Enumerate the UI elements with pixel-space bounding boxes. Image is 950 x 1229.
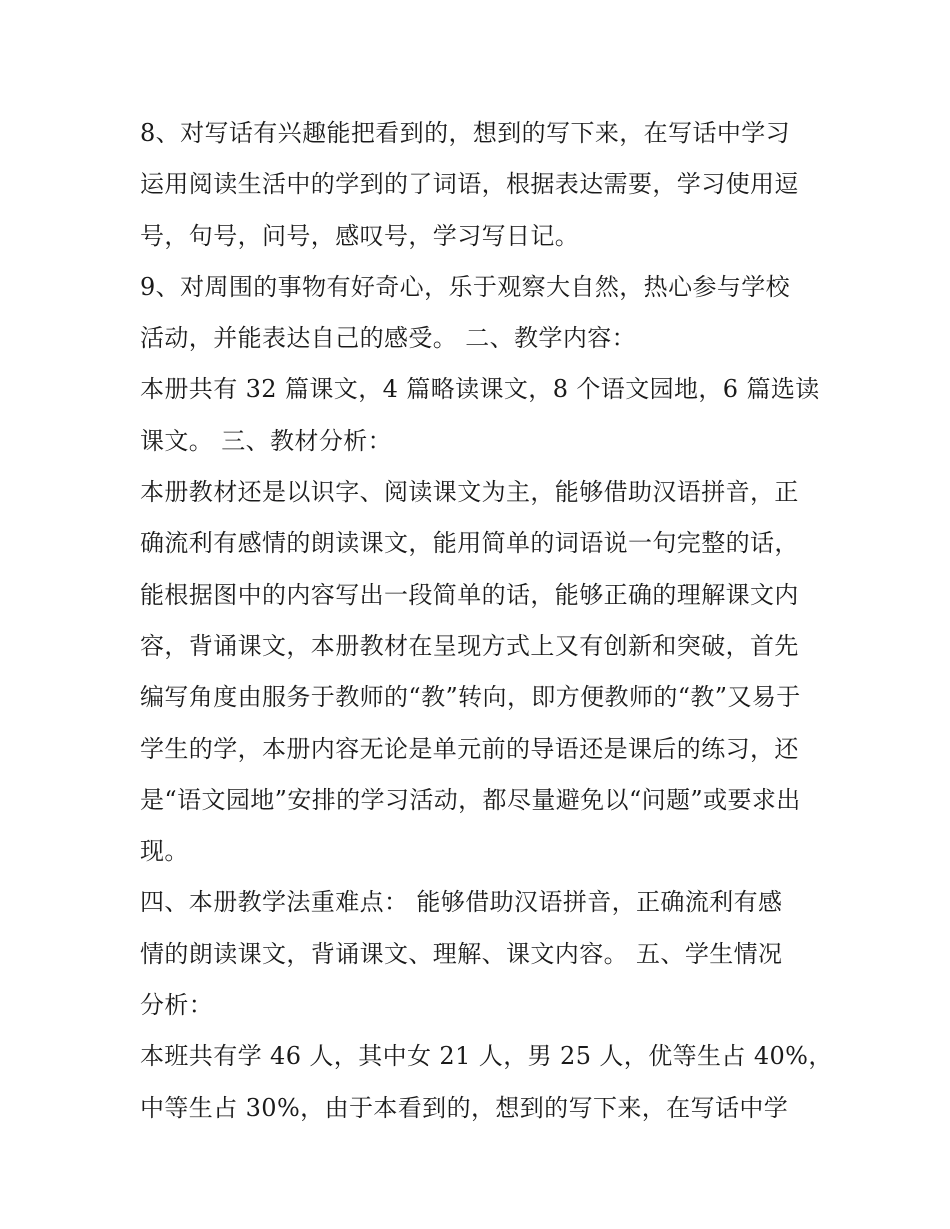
text-line: 能根据图中的内容写出一段简单的话，能够正确的理解课文内 <box>140 580 799 609</box>
text-line: 确流利有感情的朗读课文，能用简单的词语说一句完整的话， <box>140 529 799 558</box>
text-line: 学生的学，本册内容无论是单元前的导语还是课后的练习，还 <box>140 734 799 763</box>
text-line: 活动，并能表达自己的感受。 二、教学内容： <box>140 324 637 353</box>
text-line: 容，背诵课文，本册教材在呈现方式上又有创新和突破，首先 <box>140 631 799 660</box>
text-line: 中等生占 30%，由于本看到的，想到的写下来，在写话中学 <box>140 1093 789 1122</box>
text-line: 编写角度由服务于教师的“教”转向，即方便教师的“教”又易于 <box>140 683 801 712</box>
text-line: 是“语文园地”安排的学习活动，都尽量避免以“问题”或要求出 <box>140 785 801 814</box>
text-line: 9、对周围的事物有好奇心，乐于观察大自然，热心参与学校 <box>140 272 791 301</box>
text-line: 本册共有 32 篇课文，4 篇略读课文，8 个语文园地，6 篇选读 <box>140 375 820 404</box>
text-line: 本班共有学 46 人，其中女 21 人，男 25 人，优等生占 40%， <box>140 1042 833 1071</box>
text-line: 现。 <box>140 837 189 866</box>
text-line: 本册教材还是以识字、阅读课文为主，能够借助汉语拼音，正 <box>140 478 799 507</box>
text-line: 情的朗读课文，背诵课文、理解、课文内容。 五、学生情况 <box>140 939 783 968</box>
document-body <box>140 108 833 1134</box>
text-line: 分析： <box>140 991 214 1020</box>
text-line: 号，句号，问号，感叹号，学习写日记。 <box>140 221 580 250</box>
text-line: 运用阅读生活中的学到的了词语，根据表达需要，学习使用逗 <box>140 170 799 199</box>
text-line: 8、对写话有兴趣能把看到的，想到的写下来，在写话中学习 <box>140 119 791 147</box>
text-line: 课文。 三、教材分析： <box>140 426 393 455</box>
text-line: 四、本册教学法重难点： 能够借助汉语拼音，正确流利有感 <box>140 888 783 917</box>
